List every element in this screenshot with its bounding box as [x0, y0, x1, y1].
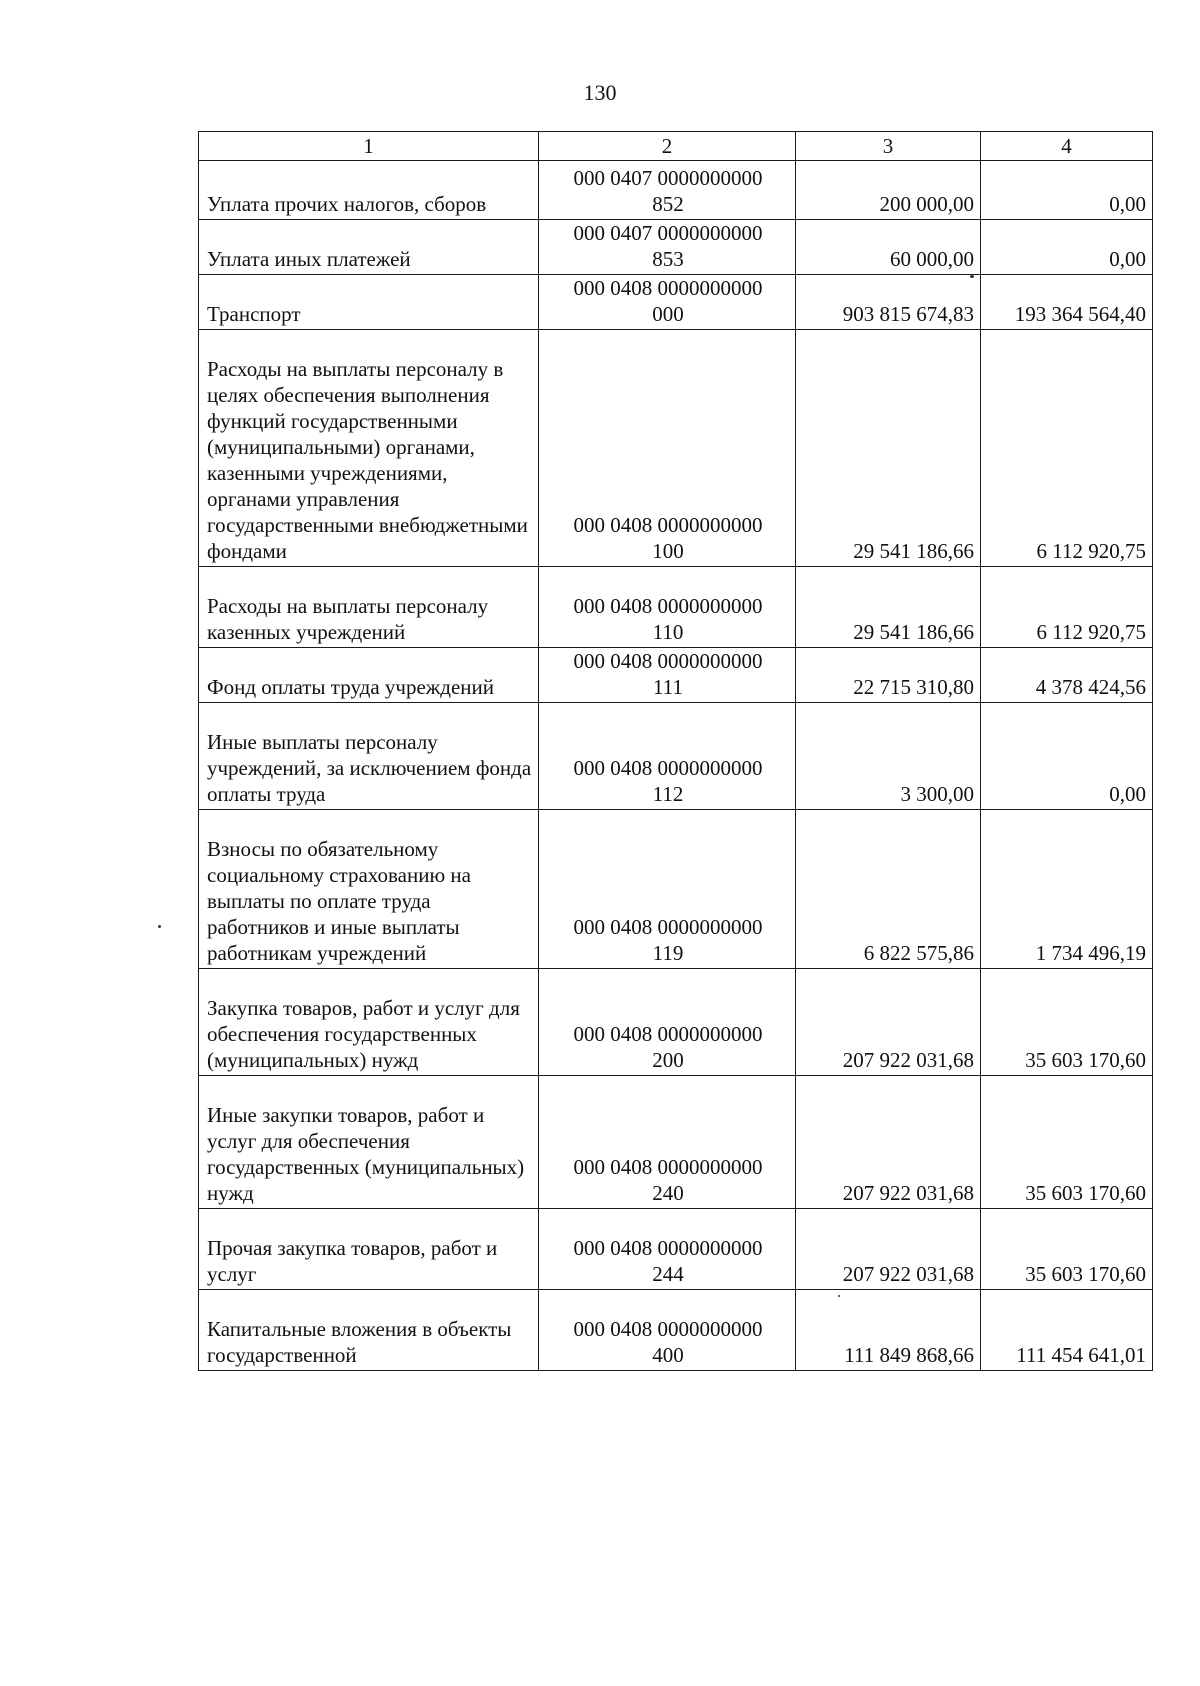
row-col3-value: 6 822 575,86 [796, 810, 981, 969]
header-col-3: 3 [796, 132, 981, 161]
table-row [199, 275, 1153, 330]
row-code-line-2: 853 [652, 247, 684, 271]
row-name: Фонд оплаты труда учреждений [207, 675, 494, 699]
row-name: Расходы на выплаты персоналу в целях обеспечения выполнения функций государственными (муниципальными) органами, казенными учреждениями, органами управления государственными внебюджетными фондами [207, 357, 528, 563]
row-code-line-1: 000 0408 0000000000 [573, 1317, 763, 1341]
row-code-line-2: 100 [652, 539, 684, 563]
row-code-line-2: 852 [652, 192, 684, 216]
header-col-4: 4 [981, 132, 1153, 161]
row-name: Закупка товаров, работ и услуг для обеспечения государственных (муниципальных) нужд [207, 996, 520, 1072]
header-row [199, 132, 1153, 161]
table-row [199, 1290, 1153, 1371]
row-col4-value: 35 603 170,60 [981, 969, 1153, 1076]
table-row [199, 648, 1153, 703]
row-code-cell [539, 330, 796, 567]
row-name-cell [199, 330, 539, 567]
row-name-cell [199, 810, 539, 969]
header-col-2: 2 [539, 132, 796, 161]
row-col3-value: 22 715 310,80 [796, 648, 981, 703]
row-code-line-1: 000 0408 0000000000 [573, 1155, 763, 1179]
row-name: Иные выплаты персоналу учреждений, за исключением фонда оплаты труда [207, 730, 532, 806]
table-row [199, 220, 1153, 275]
row-col3-value: 903 815 674,83 [796, 275, 981, 330]
table-row [199, 161, 1153, 220]
row-code-line-1: 000 0407 0000000000 [573, 166, 763, 190]
row-col3-value: 29 541 186,66 [796, 567, 981, 648]
row-code-line-2: 244 [652, 1262, 684, 1286]
row-col4-value: 111 454 641,01 [981, 1290, 1153, 1371]
row-col4-value: 4 378 424,56 [981, 648, 1153, 703]
row-col4-value: 193 364 564,40 [981, 275, 1153, 330]
row-name: Капитальные вложения в объекты государственной [207, 1317, 512, 1367]
row-code-line-2: 200 [652, 1048, 684, 1072]
row-name: Прочая закупка товаров, работ и услуг [207, 1236, 498, 1286]
row-code-line-1: 000 0408 0000000000 [573, 649, 763, 673]
header-col-1: 1 [199, 132, 539, 161]
row-col3-value: 111 849 868,66 [796, 1290, 981, 1371]
row-name: Транспорт [207, 302, 301, 326]
row-col4-value: 6 112 920,75 [981, 330, 1153, 567]
table-body [199, 161, 1153, 1371]
row-col4-value: 35 603 170,60 [981, 1076, 1153, 1209]
row-code-line-1: 000 0407 0000000000 [573, 221, 763, 245]
scan-speck [158, 925, 161, 928]
row-col3-value: 207 922 031,68 [796, 1209, 981, 1290]
row-col3-value: 60 000,00 [796, 220, 981, 275]
row-col4-value: 0,00 [981, 703, 1153, 810]
row-code-cell [539, 567, 796, 648]
row-code-cell [539, 275, 796, 330]
table-row [199, 567, 1153, 648]
row-code-cell [539, 969, 796, 1076]
row-code-line-2: 000 [652, 302, 684, 326]
row-col4-value: 6 112 920,75 [981, 567, 1153, 648]
row-code-line-1: 000 0408 0000000000 [573, 1236, 763, 1260]
table-row [199, 810, 1153, 969]
row-code-cell [539, 648, 796, 703]
row-name: Иные закупки товаров, работ и услуг для обеспечения государственных (муниципальных) нужд [207, 1103, 525, 1205]
row-code-line-1: 000 0408 0000000000 [573, 915, 763, 939]
budget-table [198, 131, 1153, 1371]
row-code-line-2: 400 [652, 1343, 684, 1367]
row-code-line-2: 119 [652, 941, 684, 965]
row-name-cell [199, 275, 539, 330]
row-code-cell [539, 1290, 796, 1371]
row-name-cell [199, 1076, 539, 1209]
table-row [199, 703, 1153, 810]
row-code-line-1: 000 0408 0000000000 [573, 276, 763, 300]
table-row [199, 1076, 1153, 1209]
row-col3-value: 207 922 031,68 [796, 1076, 981, 1209]
row-name-cell [199, 567, 539, 648]
row-col4-value: 35 603 170,60 [981, 1209, 1153, 1290]
scan-speck [970, 275, 974, 278]
table-row [199, 969, 1153, 1076]
row-code-line-2: 240 [652, 1181, 684, 1205]
row-code-cell [539, 161, 796, 220]
row-code-cell [539, 1076, 796, 1209]
row-code-cell [539, 1209, 796, 1290]
row-code-cell [539, 810, 796, 969]
row-name-cell [199, 703, 539, 810]
row-code-line-1: 000 0408 0000000000 [573, 756, 763, 780]
row-name-cell [199, 1290, 539, 1371]
row-name-cell [199, 969, 539, 1076]
row-name: Уплата прочих налогов, сборов [207, 192, 487, 216]
row-code-line-2: 110 [652, 620, 684, 644]
row-name-cell [199, 1209, 539, 1290]
table-row [199, 330, 1153, 567]
row-code-line-1: 000 0408 0000000000 [573, 513, 763, 537]
row-name: Расходы на выплаты персоналу казенных учреждений [207, 594, 489, 644]
scan-speck [838, 1295, 840, 1297]
row-col3-value: 200 000,00 [796, 161, 981, 220]
row-code-line-2: 112 [652, 782, 684, 806]
row-name-cell [199, 161, 539, 220]
row-name: Взносы по обязательному социальному страхованию на выплаты по оплате труда работников и иные выплаты работникам учреждений [207, 837, 471, 965]
row-code-line-2: 111 [653, 675, 683, 699]
table-row [199, 1209, 1153, 1290]
row-name-cell [199, 220, 539, 275]
row-col3-value: 207 922 031,68 [796, 969, 981, 1076]
row-col4-value: 1 734 496,19 [981, 810, 1153, 969]
row-code-line-1: 000 0408 0000000000 [573, 594, 763, 618]
row-col4-value: 0,00 [981, 161, 1153, 220]
row-code-cell [539, 703, 796, 810]
page-number: 130 [583, 80, 617, 105]
row-code-line-1: 000 0408 0000000000 [573, 1022, 763, 1046]
row-name-cell [199, 648, 539, 703]
row-col3-value: 29 541 186,66 [796, 330, 981, 567]
row-col4-value: 0,00 [981, 220, 1153, 275]
row-name: Уплата иных платежей [207, 247, 411, 271]
row-col3-value: 3 300,00 [796, 703, 981, 810]
row-code-cell [539, 220, 796, 275]
